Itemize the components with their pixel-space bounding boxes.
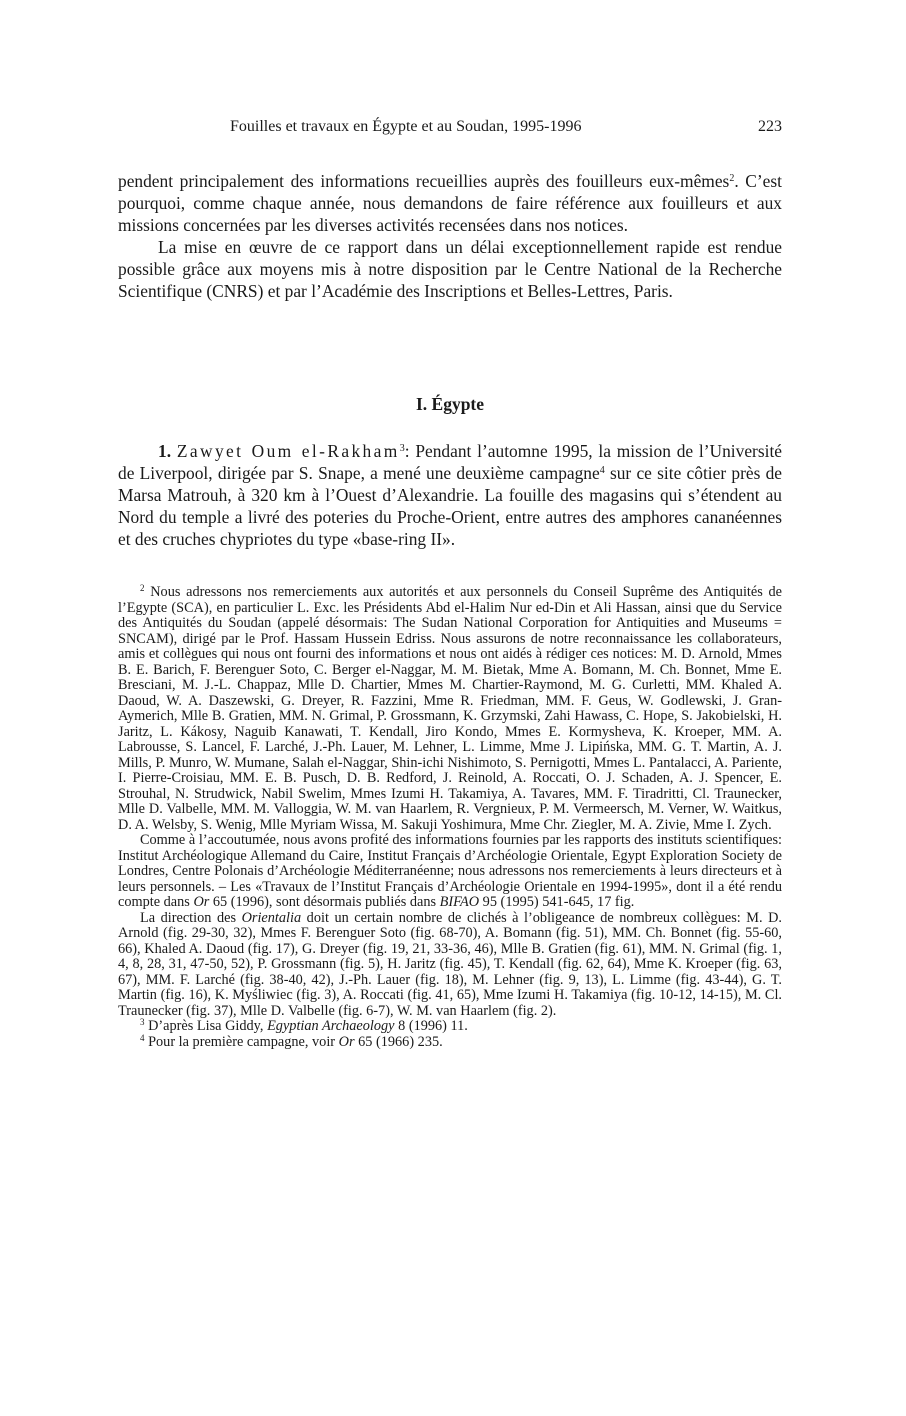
footnote-4-mark: 4 xyxy=(140,1032,145,1043)
journal-orientalia: Orientalia xyxy=(241,909,302,926)
fn2-p3-text-b: doit un certain nombre de clichés à l’obligeance de nombreux collègues: M. D. Arnold (fig. 29-30, 32), Mmes F. Berenguer Soto (fig. 68-70), A. Bomann (fig. 51), MM. Ch. Bonnet (fig. 55-60, 66), Khaled A. Daoud (fig. 17), G. Dreyer (fig. 19, 21, 33-36, 46), Mlle B. Gratien (fig. 61), MM. N. Grimal (fig. 1, 4, 8, 28, 31, 47-50, 52), P. Grossmann (fig. 5), H. Jaritz (fig. 45), T. Kendall (fig. 62, 64), Mme K. Kroeper (fig. 63, 67), MM. F. Larché (fig. 38-40, 42), J.-Ph. Lauer (fig. 18), M. Lehner (fig. 9, 13), L. Limme (fig. 43-44), G. T. Martin (fig. 16), K. Myśliwiec (fig. 3), A. Roccati (fig. 41, 65), Mme Izumi H. Takamiya (fig. 10-12, 14-15), M. Cl. Traunecker (fig. 37), Mlle D. Valbelle (fig. 6-7), W. M. van Haarlem (fig. 2). xyxy=(118,909,782,1019)
page-number: 223 xyxy=(758,118,782,135)
footnote-2-paragraph-3 xyxy=(118,911,782,1020)
footnote-2-paragraph-1 xyxy=(118,585,782,833)
fn2-p2-text-b: 65 (1996), sont désormais publiés dans xyxy=(209,894,440,910)
intro-paragraph-2: La mise en œuvre de ce rapport dans un délai exceptionnellement rapide est rendue possible grâce aux moyens mis à notre disposition par le Centre National de la Recherche Scientifique (CNRS) et par l’Académie des Inscriptions et Belles-Lettres, Paris. xyxy=(118,237,782,301)
fn2-p2-text-c: 95 (1995) 541-645, 17 fig. xyxy=(479,894,635,910)
entry-1 xyxy=(118,440,782,550)
fn4-text-a: Pour la première campagne, voir xyxy=(148,1033,339,1050)
fn3-text-b: 8 (1996) 11. xyxy=(394,1018,468,1034)
footnote-4 xyxy=(118,1032,782,1051)
intro-p1-text-b: . C’est pourquoi, comme chaque année, nous demandons de faire référence aux fouilleurs et aux missions concernées par les diverses activités recensées dans nos notices. xyxy=(118,171,783,235)
entry-1-text-b: sur ce site côtier près de Marsa Matrouh, à 320 km à l’Ouest d’Alexandrie. La fouille des magasins qui s’étendent au Nord du temple a livré des poteries du Proche-Orient, entre autres des amphores cananéennes et des cruches chypriotes du type «base-ring II». xyxy=(118,463,783,549)
journal-or: Or xyxy=(193,894,210,910)
running-header xyxy=(118,118,782,138)
fn2-p2-text-a: Comme à l’accoutumée, nous avons profité des informations fournies par les rapports des instituts scientifiques: Institut Archéologique Allemand du Caire, Institut Français d’Archéologie Orientale, Egypt Exploration Society de Londres, Centre Polonais d’Archéologie Méditerranéenne; nous adressons nos remerciements à leurs directeurs et à leurs personnels. – Les «Travaux de l’Institut Français d’Archéologie Orientale en 1994-1995», dont il a été rendu compte dans xyxy=(118,832,782,910)
footnote-2-mark: 2 xyxy=(140,583,145,593)
entry-number: 1. xyxy=(158,441,172,461)
entry-1-paragraph xyxy=(118,440,782,550)
footnote-ref-2[interactable]: 2 xyxy=(729,173,735,184)
site-name: Zawyet Oum el-Rakham xyxy=(176,441,400,461)
entry-1-text-a: : Pendant l’automne 1995, la mission de l’Université de Liverpool, dirigée par S. Snape, a mené une deuxième campagne xyxy=(118,441,782,483)
journal-bifao: BIFAO xyxy=(439,894,480,910)
fn4-text-b: 65 (1966) 235. xyxy=(354,1033,443,1050)
footnote-ref-3[interactable]: 3 xyxy=(399,443,405,454)
footnote-3 xyxy=(118,1019,782,1035)
section-heading: I. Égypte xyxy=(415,394,485,414)
footnote-2-paragraph-2 xyxy=(118,833,782,911)
intro-p1-text-a: pendent principalement des informations recueillies auprès des fouilleurs eux-mêmes xyxy=(118,171,730,191)
running-title: Fouilles et travaux en Égypte et au Soudan, 1995-1996 xyxy=(230,118,582,135)
footnote-2-text: Nous adressons nos remerciements aux autorités et aux personnels du Conseil Suprême des Antiquités de l’Egypte (SCA), en particulier L. Exc. les Présidents Abd el-Halim Nur ed-Din et Ali Hassan, ainsi que du Service des Antiquités du Soudan (appelé désormais: The Sudan National Corporation for Antiquities and Museums = SNCAM), dirigé par le Prof. Hassam Hussein Edriss. Nous assurons de notre reconnaissance les collaborateurs, amis et collègues qui nous ont fourni des informations et nous ont aidés à rédiger ces notices: M. D. Arnold, Mmes B. E. Barich, F. Berenguer Soto, C. Berger el-Naggar, M. M. Bietak, Mme A. Bomann, M. Ch. Bonnet, Mme E. Bresciani, M. J.-L. Chappaz, Mlle D. Chartier, Mmes M. Chartier-Raymond, M. G. Curletti, MM. Khaled A. Daoud, W. A. Daszewski, G. Dreyer, R. Fazzini, Mme R. Friedman, MM. F. Geus, W. Godlewski, J. Gran-Aymerich, Mlle B. Gratien, MM. N. Grimal, P. Grossmann, K. Grzymski, Zahi Hawass, C. Hope, S. Jakobielski, H. Jaritz, L. Kákosy, Naguib Kanawati, T. Kendall, Jiro Kondo, Mmes E. Kormysheva, K. Kroeper, MM. A. Labrousse, S. Lancel, F. Larché, J.-Ph. Lauer, M. Lehner, L. Limme, Mme J. Lipińska, MM. G. T. Martin, A. J. Mills, P. Munro, W. Mumane, Salah el-Naggar, Shin-ichi Nishimoto, S. Pernigotti, Mmes L. Pantalacci, A. Pariente, I. Pierre-Croisiau, MM. E. B. Pusch, D. B. Redford, J. Reinold, A. Roccati, O. J. Schaden, A. J. Spencer, E. Strouhal, N. Strudwick, Nabil Swelim, Mmes Izumi H. Takamiya, A. Tavares, MM. F. Tiradritti, Cl. Traunecker, Mlle D. Valbelle, MM. M. Valloggia, W. M. van Haarlem, R. Vergnieux, P. M. Vermeersch, M. Verner, W. Waitkus, D. A. Welsby, S. Wenig, Mlle Myriam Wissa, M. Sakuji Yoshimura, Mme Chr. Ziegler, M. A. Zivie, Mme I. Zych. xyxy=(118,584,783,833)
intro-paragraph-1 xyxy=(118,170,782,236)
journal-egyptian-archaeology: Egyptian Archaeology xyxy=(267,1018,395,1034)
fn3-text-a: D’après Lisa Giddy, xyxy=(148,1018,268,1034)
intro-text xyxy=(118,170,782,302)
footnotes xyxy=(118,585,782,1050)
footnote-3-mark: 3 xyxy=(140,1017,145,1027)
journal-or-2: Or xyxy=(338,1033,355,1050)
fn2-p3-text-a: La direction des xyxy=(140,909,242,926)
footnote-ref-4[interactable]: 4 xyxy=(599,465,605,476)
